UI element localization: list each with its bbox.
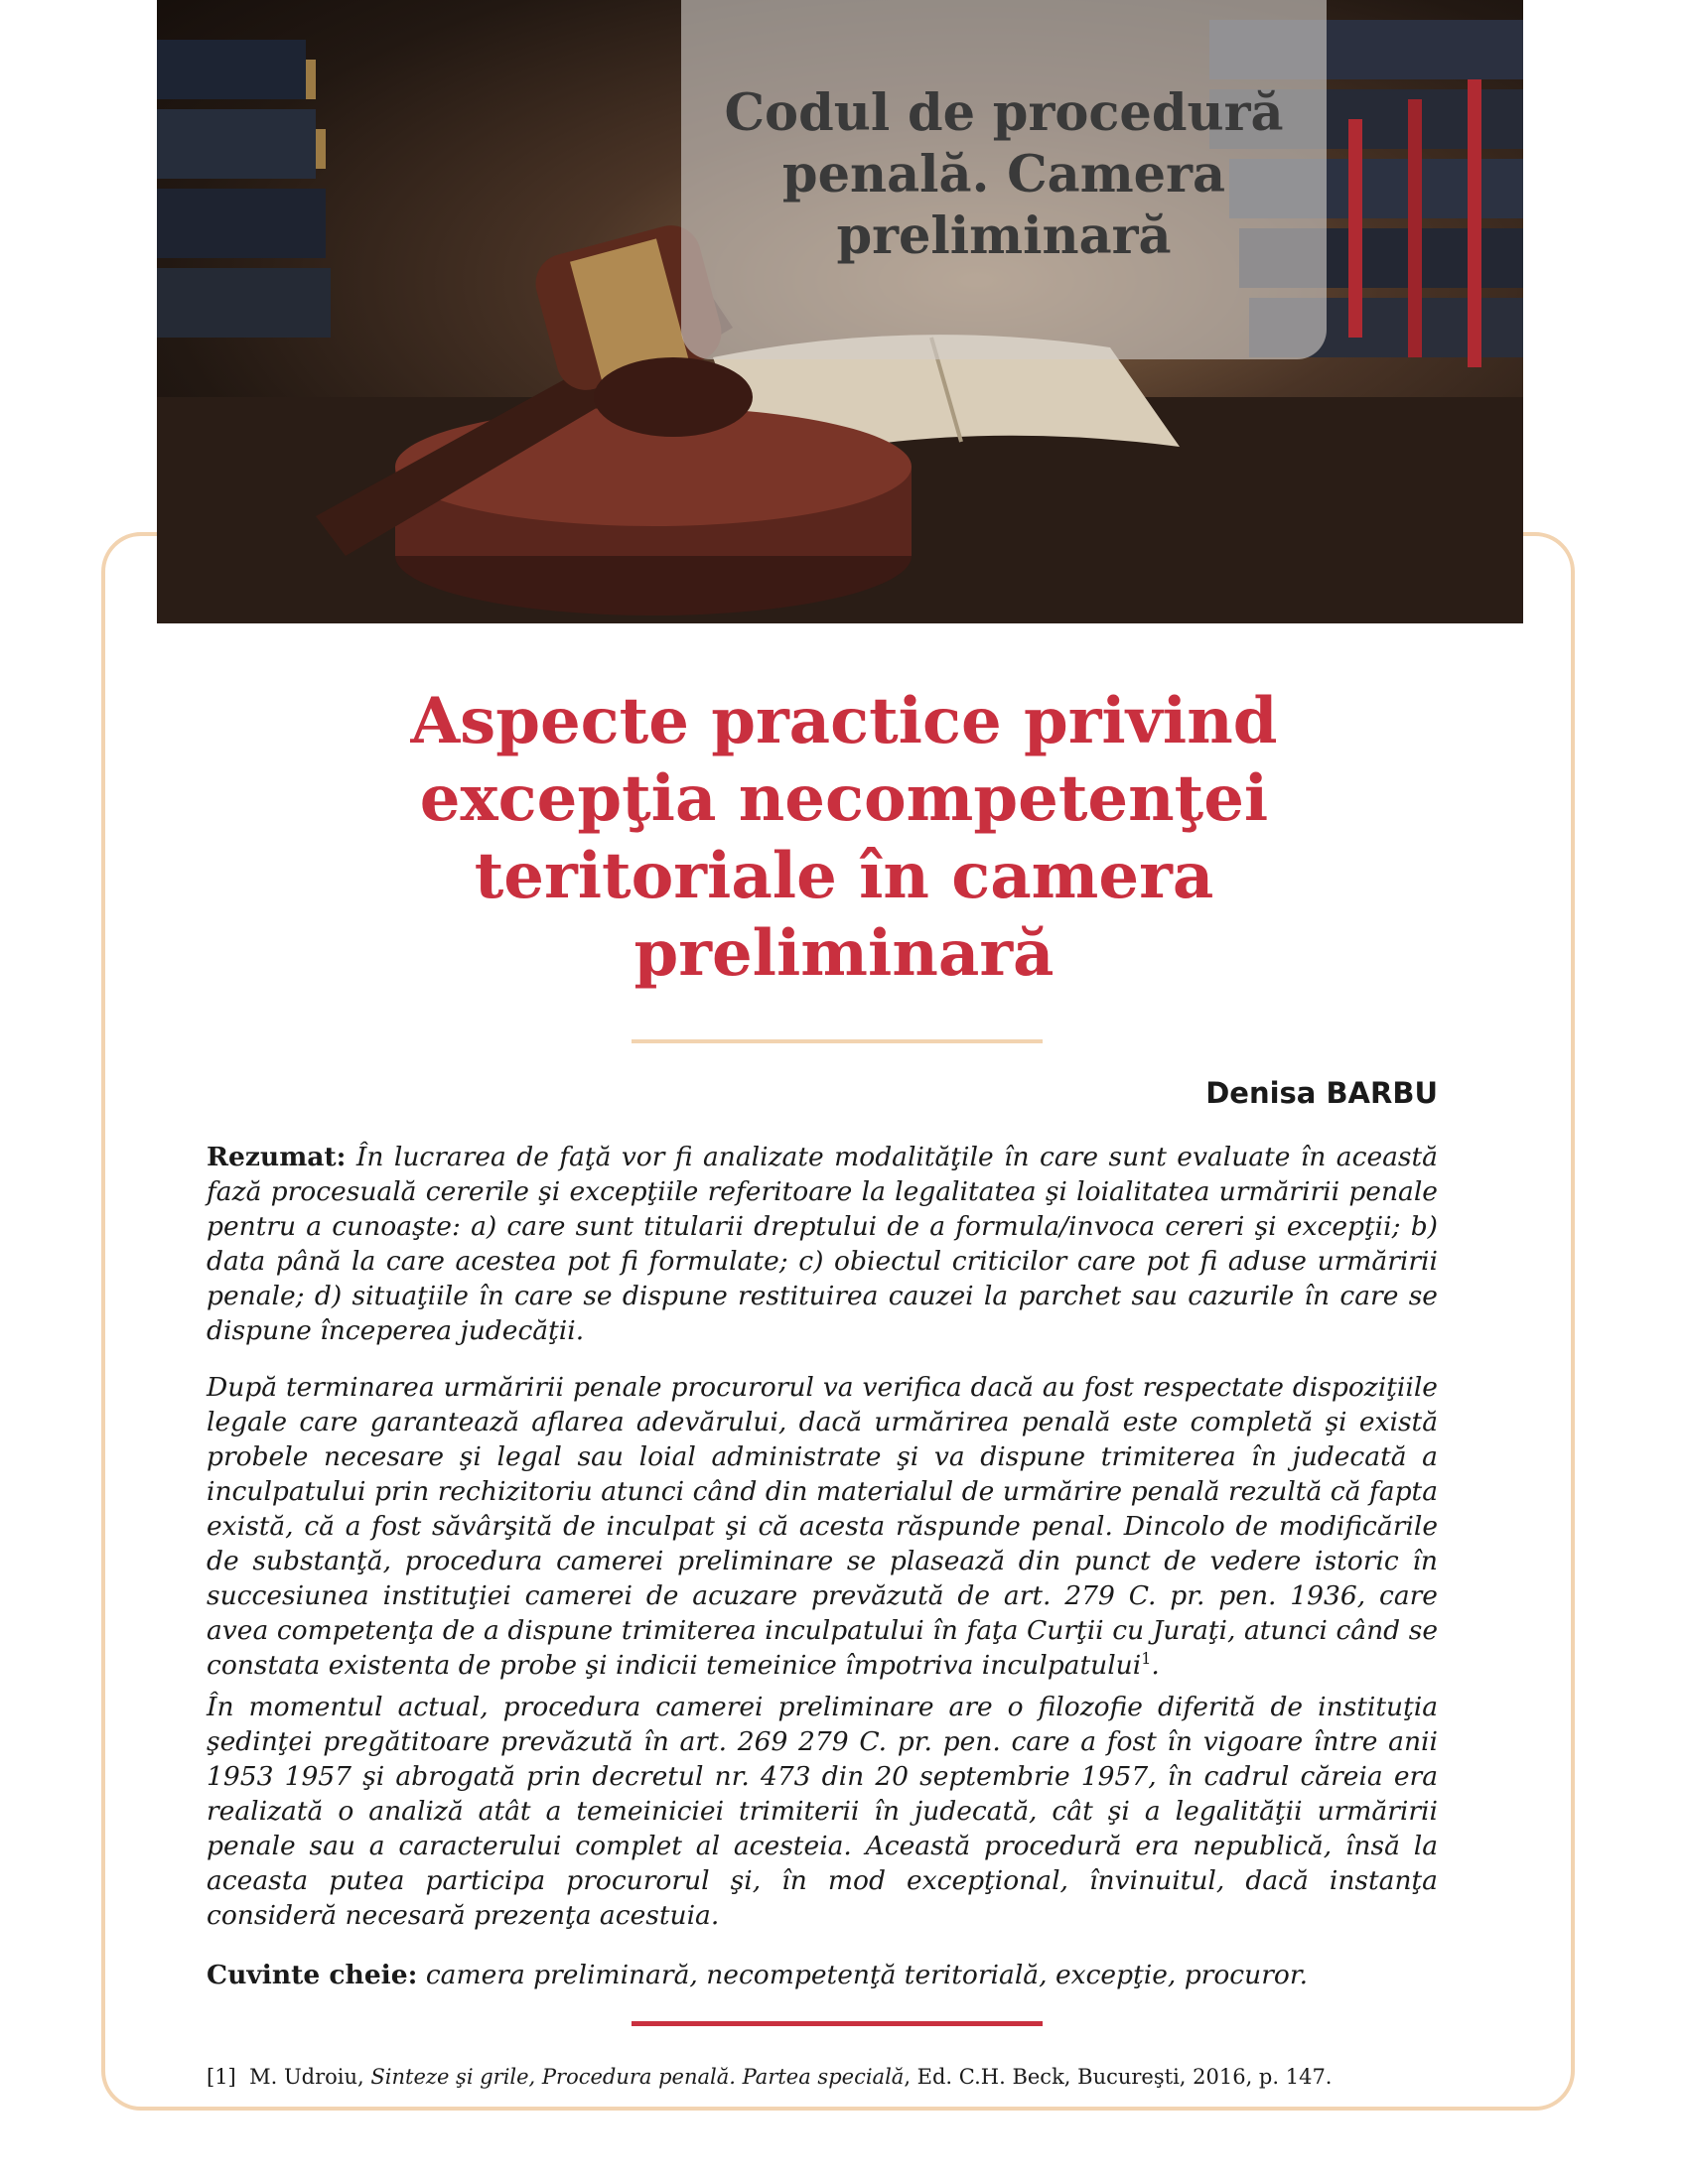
footnote-marker: [1] — [207, 2065, 236, 2089]
abstract-text-1: În lucrarea de faţă vor fi analizate modalităţile în care sunt evaluate în această fază procesuală cererile şi excepţiile referitoare la legalitatea şi loialitatea urmăririi penale pentru a cunoaşte: a) care sunt titularii dreptului de a formula/invoca cereri şi excepţii; b) data până la care acestea pot fi formulate; c) obiectul criticilor care pot fi aduse urmăririi penale; d) situaţiile în care se dispune restituirea cauzei la parchet sau cazurile în care se dispune începerea judecăţii. — [207, 1142, 1438, 1346]
footnote-reference[interactable]: 1 — [1141, 1649, 1152, 1669]
header-title-box — [681, 0, 1327, 359]
author-name: Denisa BARBU — [1205, 1076, 1438, 1110]
title-divider — [632, 1039, 1043, 1043]
abstract-label: Rezumat: — [207, 1142, 347, 1172]
abstract-paragraph-1 — [207, 1140, 1438, 1348]
keywords-label: Cuvinte cheie: — [207, 1960, 418, 1990]
article-title: Aspecte practice privind excepţia necompetenţei teritoriale în camera preliminară — [410, 684, 1278, 991]
keywords-text: camera preliminară, necompetenţă teritorială, excepţie, procuror. — [425, 1960, 1309, 1990]
footnote-work: Sinteze şi grile, Procedura penală. Partea specială — [370, 2065, 905, 2089]
footnote-author: M. Udroiu, — [249, 2065, 364, 2089]
hero-image — [157, 0, 1523, 623]
abstract-text-3: În momentul actual, procedura camerei preliminare are o filozofie diferită de instituţia şedinţei pregătitoare prevăzută în art. 269 279 C. pr. pen. care a fost în vigoare între anii 1953 1957 şi abrogată prin decretul nr. 473 din 20 septembrie 1957, în cadrul căreia era realizată o analiză atât a temeiniciei trimiterii în judecată, cât şi a legalităţii urmăririi penale sau a caracterului complet al acesteia. Această procedură era nepublică, însă la aceasta putea participa procurorul şi, în mod excepţional, învinuitul, dacă instanţa consideră necesară prezenţa acestuia. — [207, 1692, 1438, 1931]
footnote-rest: , Ed. C.H. Beck, Bucureşti, 2016, p. 147. — [904, 2065, 1333, 2089]
abstract-text-2-end: . — [1151, 1650, 1160, 1681]
footnote — [207, 2063, 1438, 2091]
abstract-paragraph-3 — [207, 1690, 1438, 1933]
abstract-paragraph-2 — [207, 1370, 1438, 1683]
footnote-divider — [632, 2021, 1043, 2026]
abstract-text-2: După terminarea urmăririi penale procurorul va verifica dacă au fost respectate dispoziţiile legale care garantează aflarea adevărului, dacă urmărirea penală este completă şi există probele necesare şi legal sau loial administrate şi va dispune trimiterea în judecată a inculpatului prin rechizitoriu atunci când din materialul de urmărire penală rezultă că fapta există, că a fost săvârşită de inculpat şi că acesta răspunde penal. Dincolo de modificările de substanţă, procedura camerei preliminare se plasează din punct de vedere istoric în succesiunea instituţiei camerei de acuzare prevăzută de art. 279 C. pr. pen. 1936, care avea competenţa de a dispune trimiterea inculpatului în faţa Curţii cu Juraţi, atunci când se constata existenta de probe şi indicii temeinice împotriva inculpatului — [207, 1372, 1438, 1681]
header-title: Codul de procedură penală. Camera preliminară — [724, 83, 1284, 266]
keywords — [207, 1958, 1438, 1992]
